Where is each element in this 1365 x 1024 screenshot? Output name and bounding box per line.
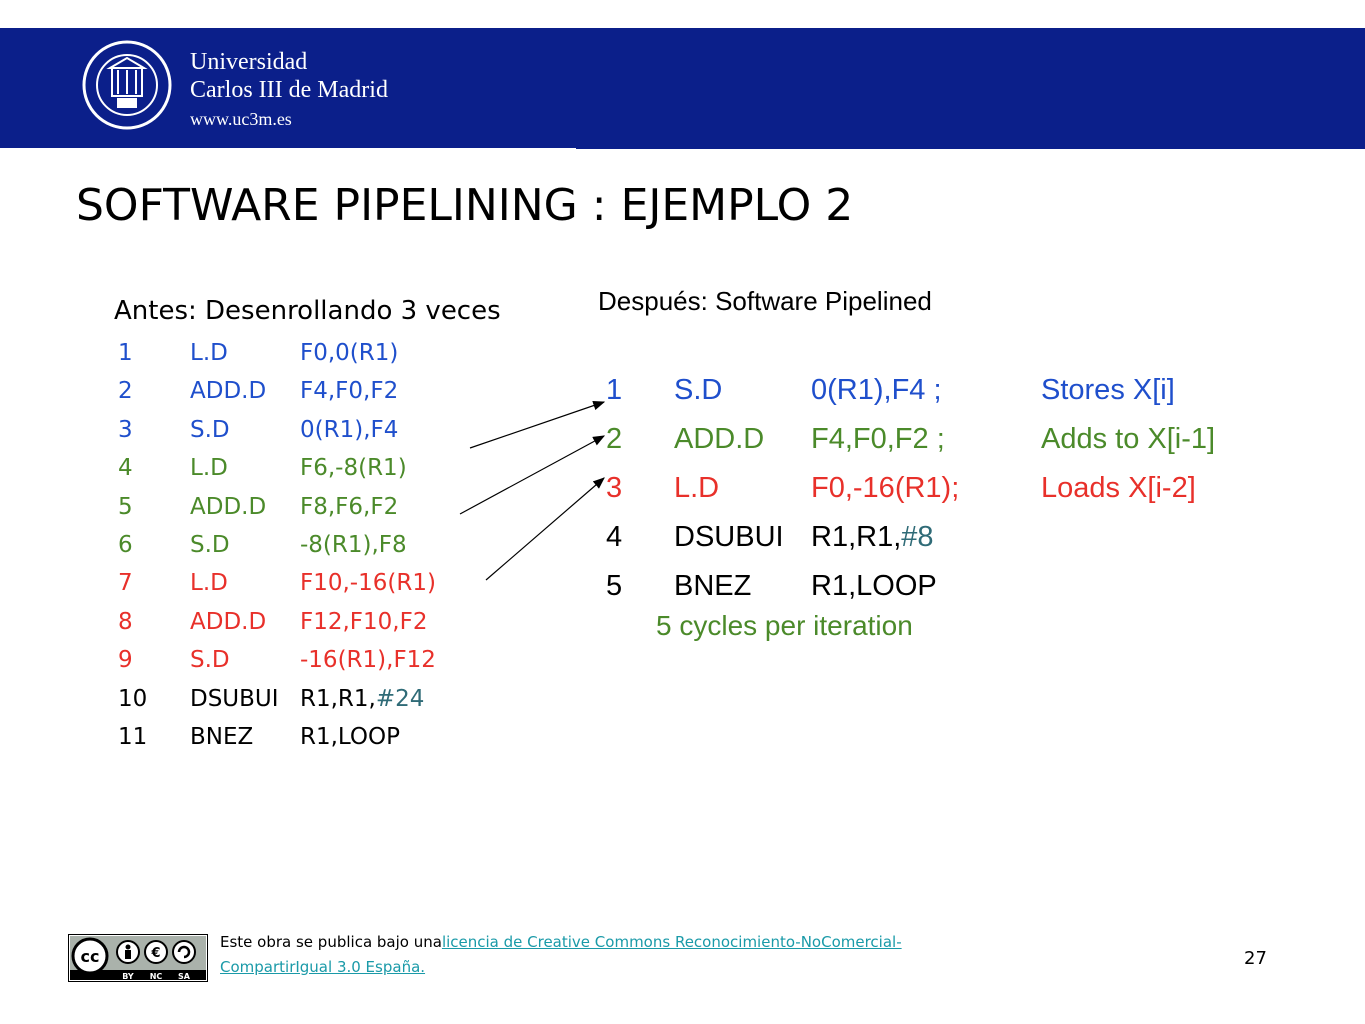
comment: Loads X[i-2] (1041, 472, 1196, 504)
comment: Stores X[i] (1041, 374, 1175, 406)
opcode: DSUBUI (190, 685, 279, 712)
cc-badge-label-nc: NC (149, 972, 163, 981)
opcode: L.D (190, 570, 228, 597)
operands (811, 521, 934, 554)
line-number: 5 (118, 493, 133, 520)
operands: F4,F0,F2 ; (811, 423, 945, 455)
opcode: DSUBUI (674, 521, 784, 553)
line-number: 2 (118, 378, 133, 405)
opcode: ADD.D (190, 493, 267, 520)
university-website: www.uc3m.es (190, 109, 292, 129)
operands-immediate: #24 (375, 685, 425, 712)
antes-heading: Antes: Desenrollando 3 veces (114, 296, 501, 326)
operands (300, 686, 424, 712)
line-number: 2 (606, 423, 623, 455)
creative-commons-badge (68, 934, 208, 982)
line-number: 4 (118, 455, 133, 482)
cc-badge-label-by: BY (122, 972, 134, 981)
comment: Adds to X[i-1] (1041, 423, 1216, 455)
line-number: 10 (118, 685, 148, 712)
line-number: 8 (118, 608, 133, 635)
svg-text:cc: cc (80, 947, 100, 966)
line-number: 3 (606, 472, 623, 504)
operands: 0(R1),F4 ; (811, 374, 942, 406)
line-number: 1 (118, 340, 133, 366)
svg-text:€: € (151, 946, 161, 961)
license-link[interactable]: licencia de Creative Commons Reconocimiento-NoComercial-CompartirIgual 3.0 España. (220, 933, 902, 976)
operands: F0,0(R1) (300, 340, 399, 366)
operands: F10,-16(R1) (300, 570, 436, 597)
operands-immediate: #8 (901, 521, 934, 553)
operands: R1,LOOP (300, 723, 400, 750)
license-text (220, 930, 920, 980)
opcode: S.D (190, 647, 230, 674)
opcode: ADD.D (190, 608, 267, 635)
opcode: BNEZ (674, 570, 752, 602)
operands: 0(R1),F4 (300, 416, 399, 443)
operands: R1,LOOP (811, 570, 937, 602)
opcode: ADD.D (674, 423, 765, 455)
page-number: 27 (1244, 948, 1267, 969)
line-number: 5 (606, 570, 623, 602)
operands: F4,F0,F2 (300, 378, 399, 405)
opcode: L.D (190, 340, 228, 366)
cycles-note: 5 cycles per iteration (656, 610, 913, 641)
operands: F6,-8(R1) (300, 455, 407, 482)
arrow-load (486, 478, 604, 580)
operands: F8,F6,F2 (300, 493, 399, 520)
opcode: L.D (190, 455, 228, 482)
line-number: 1 (606, 374, 623, 406)
line-number: 4 (606, 521, 623, 553)
opcode: ADD.D (190, 378, 267, 405)
university-seal-logo (82, 40, 172, 130)
opcode: BNEZ (190, 723, 254, 750)
opcode: S.D (190, 531, 230, 558)
line-number: 9 (118, 647, 133, 674)
operands: -8(R1),F8 (300, 531, 407, 558)
line-number: 7 (118, 570, 133, 597)
opcode: L.D (674, 472, 720, 504)
slide-title: SOFTWARE PIPELINING : EJEMPLO 2 (76, 180, 854, 231)
operands-regs: R1,R1, (811, 521, 902, 553)
cc-badge-label-sa: SA (178, 972, 190, 981)
line-number: 6 (118, 531, 133, 558)
arrow-store (470, 402, 604, 448)
arrow-add (460, 436, 604, 514)
line-number: 11 (118, 723, 148, 750)
university-name (190, 50, 388, 128)
despues-heading: Después: Software Pipelined (598, 286, 932, 316)
university-line1: Universidad (190, 49, 308, 75)
opcode: S.D (674, 374, 723, 406)
header-bar-edge (576, 146, 1365, 149)
operands: F12,F10,F2 (300, 608, 428, 635)
license-prefix: Este obra se publica bajo una (220, 933, 442, 951)
opcode: S.D (190, 416, 230, 443)
operands: F0,-16(R1); (811, 472, 960, 504)
university-line2: Carlos III de Madrid (190, 77, 388, 103)
operands-regs: R1,R1, (300, 685, 376, 712)
operands: -16(R1),F12 (300, 647, 436, 674)
line-number: 3 (118, 416, 133, 443)
